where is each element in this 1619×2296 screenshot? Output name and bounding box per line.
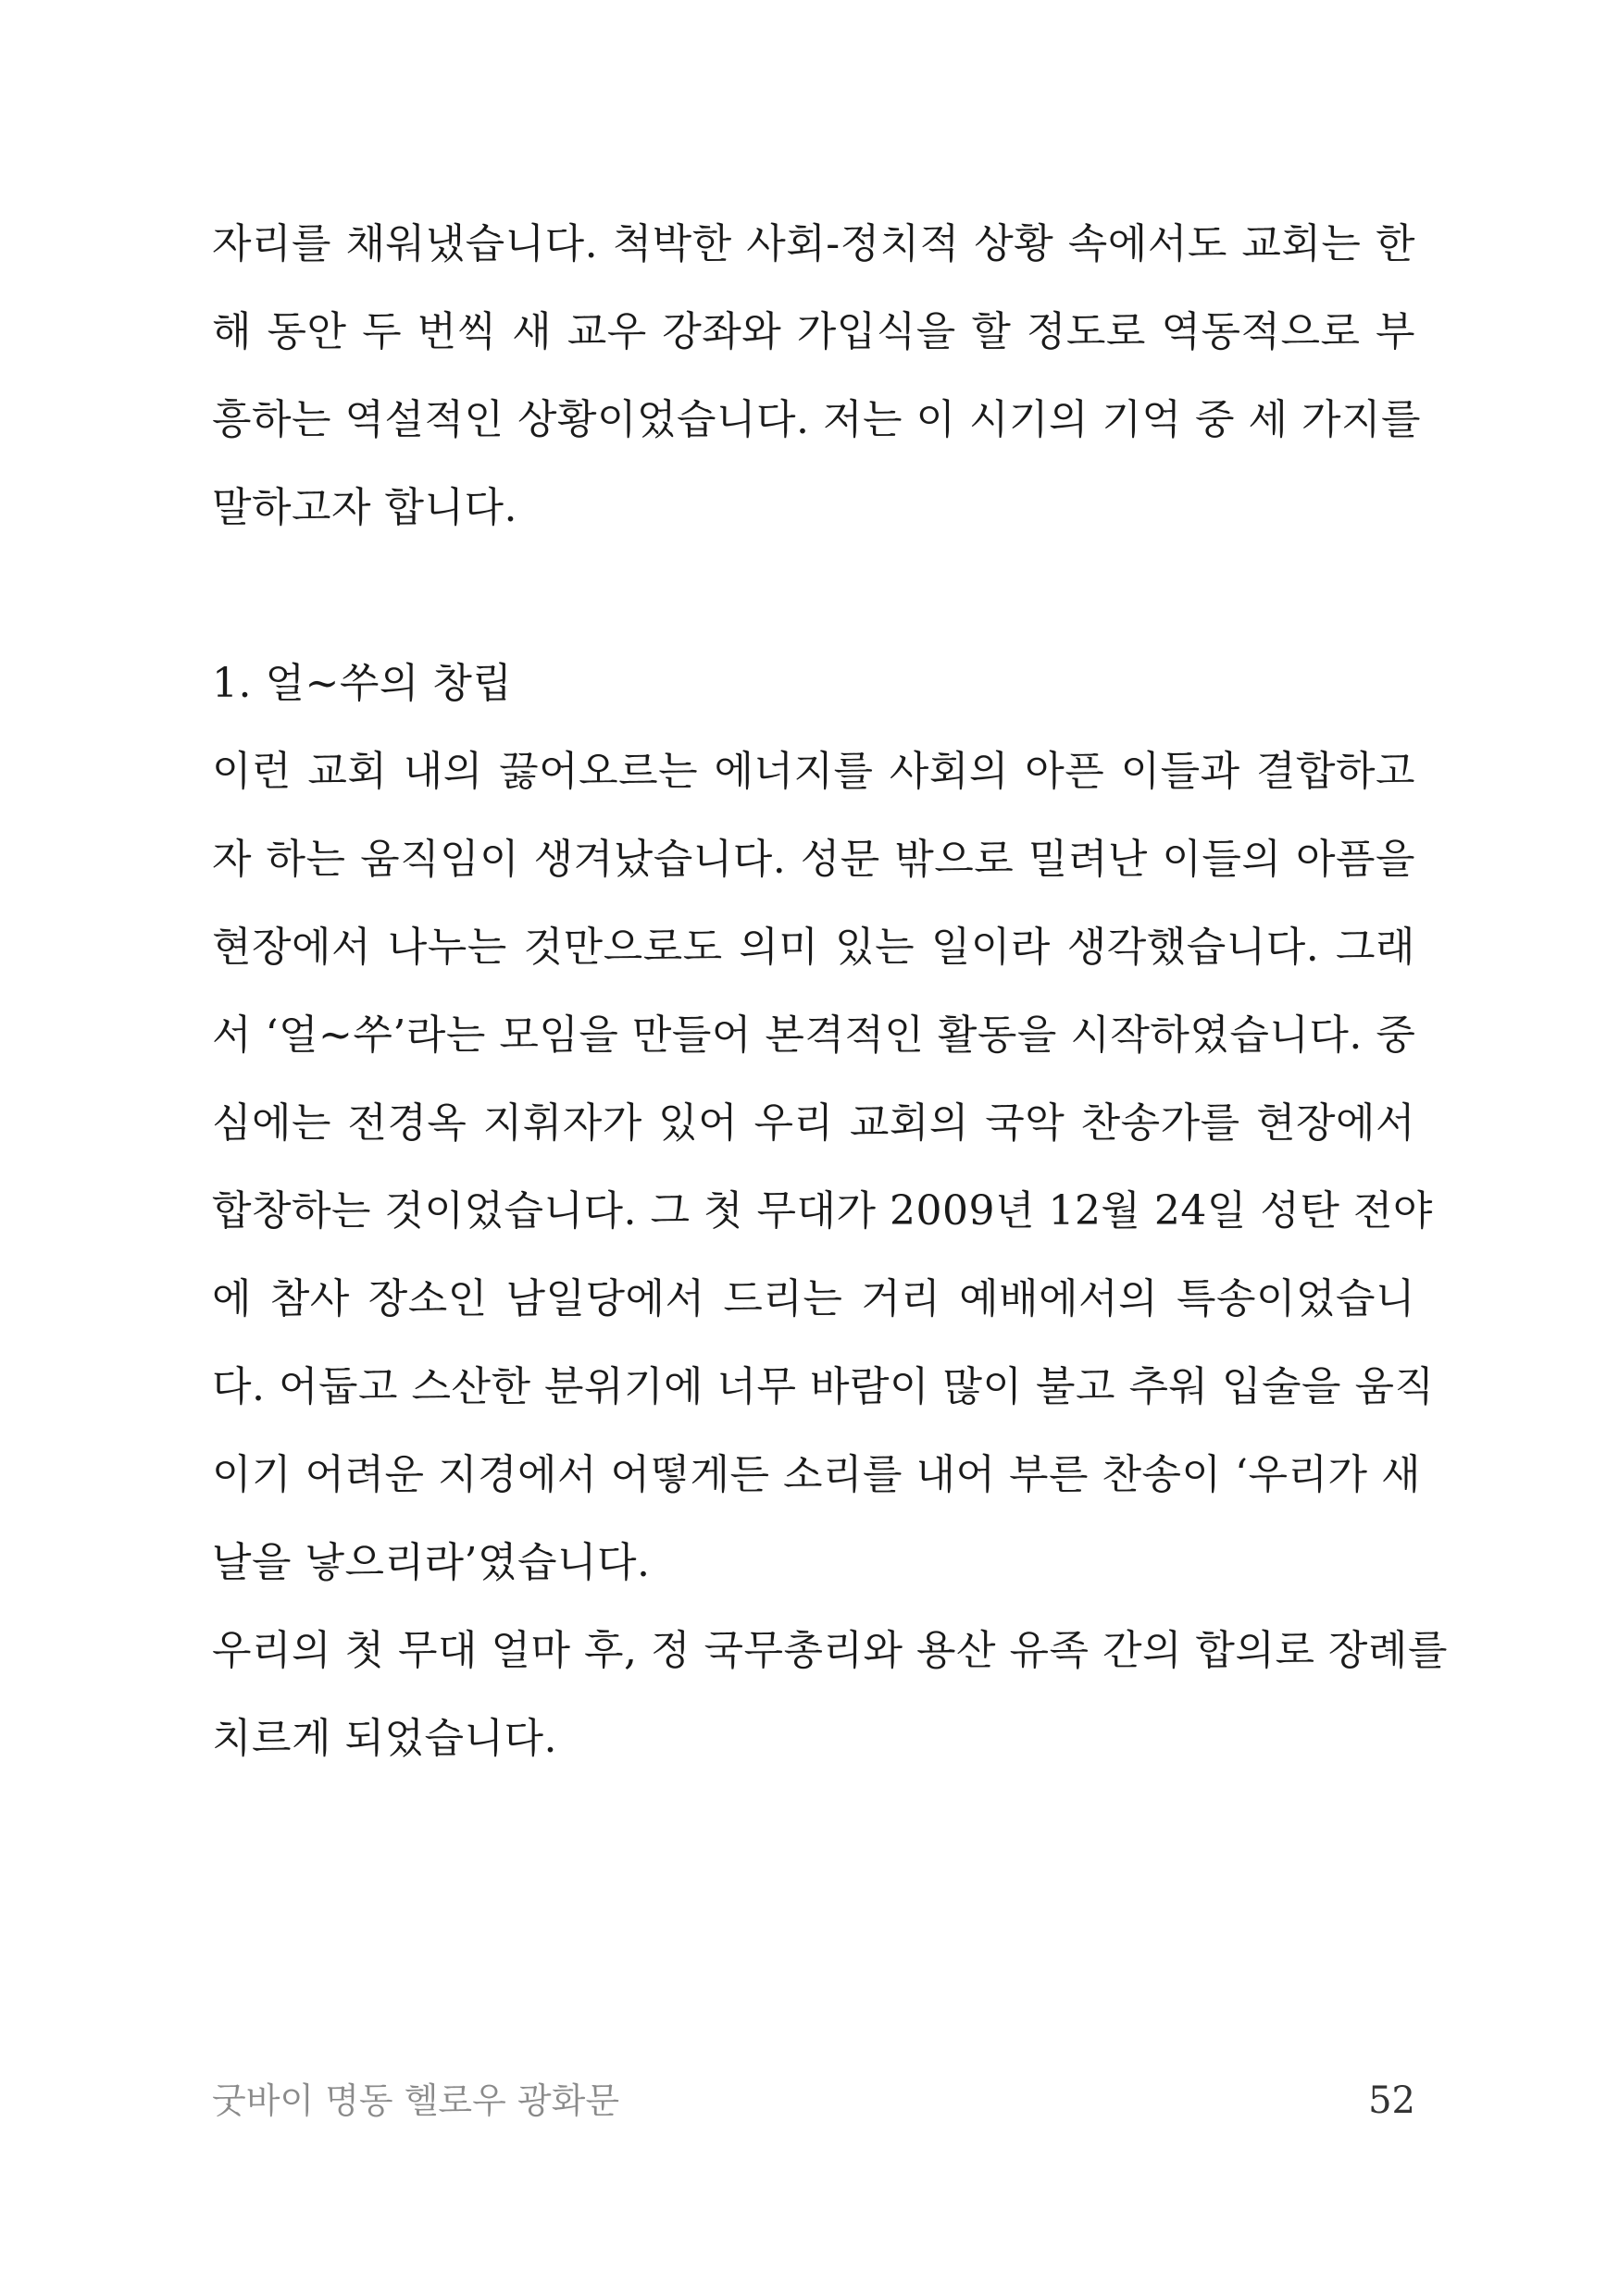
book-title: 굿바이 명동 헬로우 광화문 bbox=[212, 2080, 620, 2121]
text-line: 이기 어려운 지경에서 어떻게든 소리를 내어 부른 찬송이 ‘우리가 새 bbox=[212, 1451, 1421, 1498]
text-line: 합창하는 것이었습니다. 그 첫 무대가 2009년 12월 24일 성탄 전야 bbox=[212, 1187, 1433, 1235]
text-line: 날을 낳으리라’였습니다. bbox=[212, 1539, 651, 1586]
text-line: 말하고자 합니다. bbox=[212, 484, 517, 531]
text-line: 자리를 채워냈습니다. 척박한 사회-정치적 상황 속에서도 교회는 한 bbox=[212, 220, 1415, 267]
text-line: 에 참사 장소인 남일당에서 드리는 거리 예배에서의 특송이었습니 bbox=[212, 1275, 1415, 1322]
text-line: 흥하는 역설적인 상황이었습니다. 저는 이 시기의 기억 중 세 가지를 bbox=[212, 396, 1421, 443]
body-text bbox=[212, 200, 1448, 1782]
text-line: 이런 교회 내의 끓어오르는 에너지를 사회의 아픈 이들과 결합하고 bbox=[212, 748, 1415, 795]
page-footer bbox=[212, 2073, 1415, 2128]
text-line: 심에는 전경옥 지휘자가 있어 우리 교회의 국악 찬송가를 현장에서 bbox=[212, 1099, 1415, 1147]
paragraph-gap bbox=[212, 552, 1415, 639]
section-heading: 1. 얼~쑤의 창립 bbox=[212, 660, 513, 707]
text-line: 치르게 되었습니다. bbox=[212, 1715, 558, 1762]
text-line: 우리의 첫 무대 얼마 후, 정 국무총리와 용산 유족 간의 합의로 장례를 bbox=[212, 1627, 1448, 1674]
text-line: 다. 어둡고 스산한 분위기에 너무 바람이 많이 불고 추워 입술을 움직 bbox=[212, 1363, 1435, 1410]
text-line: 자 하는 움직임이 생겨났습니다. 성문 밖으로 밀려난 이들의 아픔을 bbox=[212, 836, 1415, 883]
text-line: 서 ‘얼~쑤’라는 모임을 만들어 본격적인 활동을 시작하였습니다. 중 bbox=[212, 1011, 1416, 1059]
page-number: 52 bbox=[1368, 2079, 1415, 2122]
text-line: 현장에서 나누는 것만으로도 의미 있는 일이라 생각했습니다. 그래 bbox=[212, 924, 1415, 971]
text-line: 해 동안 두 번씩 새 교우 강좌와 가입식을 할 정도로 역동적으로 부 bbox=[212, 308, 1415, 355]
